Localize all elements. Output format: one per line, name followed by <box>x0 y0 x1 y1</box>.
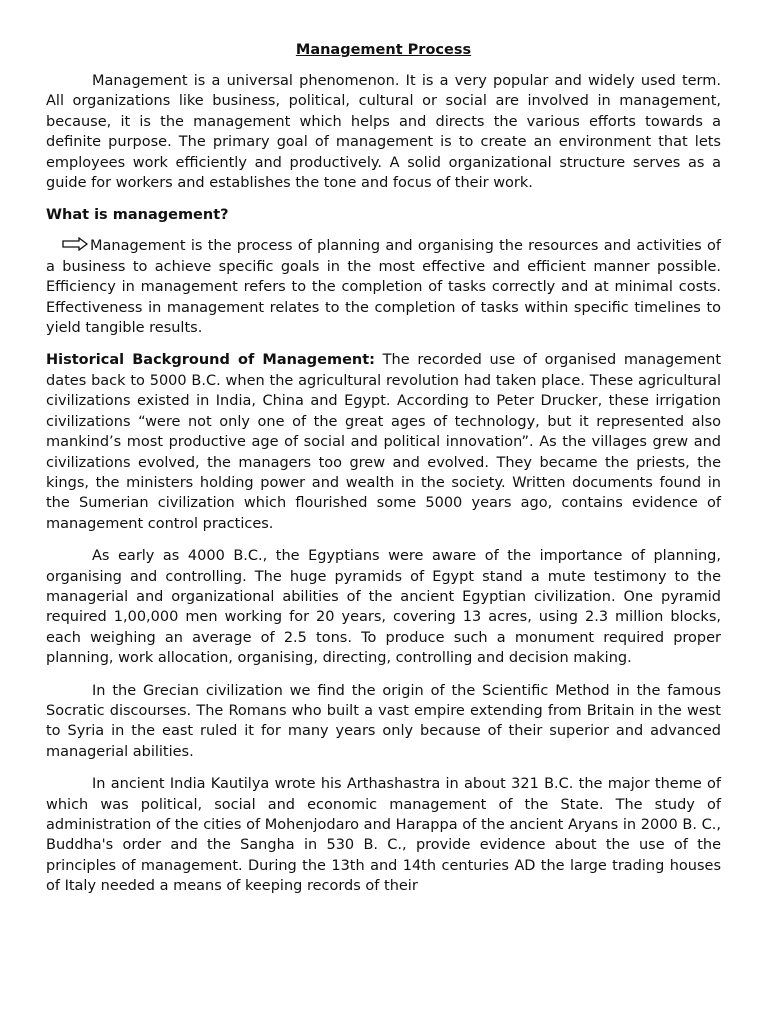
historical-text: The recorded use of organised management dates back to 5000 B.C. when the agricultural revolution had taken place. These agricultural civilizations existed in India, China and Egypt. According to Peter Drucker, these irrigation civilizations “were not only one of the great ages of technology, but it represented also mankind’s most productive age of social and political innovation”. As the villages grew and civilizations evolved, the managers too grew and evolved. They became the priests, the kings, the ministers holding power and wealth in the society. Written documents found in the Sumerian civilization which flourished some 5000 years ago, contains evidence of management control practices. <box>46 352 722 532</box>
paragraph-grecian: In the Grecian civilization we find the origin of the Scientific Method in the famous Socratic discourses. The Romans who built a vast empire extending from Britain in the west to Syria in the east ruled it for many years only because of their superior and advanced managerial abilities. <box>46 682 721 760</box>
paragraph-intro: Management is a universal phenomenon. It is a very popular and widely used term. All organizations like business, political, cultural or social are involved in management, because, it is the management which helps and directs the various efforts towards a definite purpose. The primary goal of management is to create an environment that lets employees work efficiently and productively. A solid organizational structure serves as a guide for workers and establishes the tone and focus of their work. <box>46 73 721 192</box>
heading-what-is-management: What is management? <box>46 207 229 224</box>
paragraph-definition <box>46 236 721 338</box>
paragraph-egypt: As early as 4000 B.C., the Egyptians were aware of the importance of planning, organising and controlling. The huge pyramids of Egypt stand a mute testimony to the managerial and organizational abilities of the ancient Egyptian civilization. One pyramid required 1,00,000 men working for 20 years, covering 13 acres, using 2.3 million blocks, each weighing an average of 2.5 tons. To produce such a monument required proper planning, work allocation, organising, directing, controlling and decision making. <box>46 548 721 667</box>
paragraph-india: In ancient India Kautilya wrote his Arthashastra in about 321 B.C. the major theme of which was political, social and economic management of the State. The study of administration of the cities of Mohenjodaro and Harappa of the ancient Aryans in 2000 B. C., Buddha's order and the Sangha in 530 B. C., provide evidence about the use of the principles of management. During the 13th and 14th centuries AD the large trading houses of Italy needed a means of keeping records of their <box>46 776 721 895</box>
historical-label: Historical Background of Management: <box>46 352 375 369</box>
document-page <box>46 40 721 909</box>
right-arrow-icon <box>62 237 88 251</box>
paragraph-historical <box>46 350 721 534</box>
definition-text: Management is the process of planning and organising the resources and activities of a business to achieve specific goals in the most effective and efficient manner possible. Efficiency in management refers to the completion of tasks correctly and at minimal costs. Effectiveness in management relates to the completion of tasks within specific timelines to yield tangible results. <box>46 238 721 337</box>
document-title: Management Process <box>295 42 472 58</box>
